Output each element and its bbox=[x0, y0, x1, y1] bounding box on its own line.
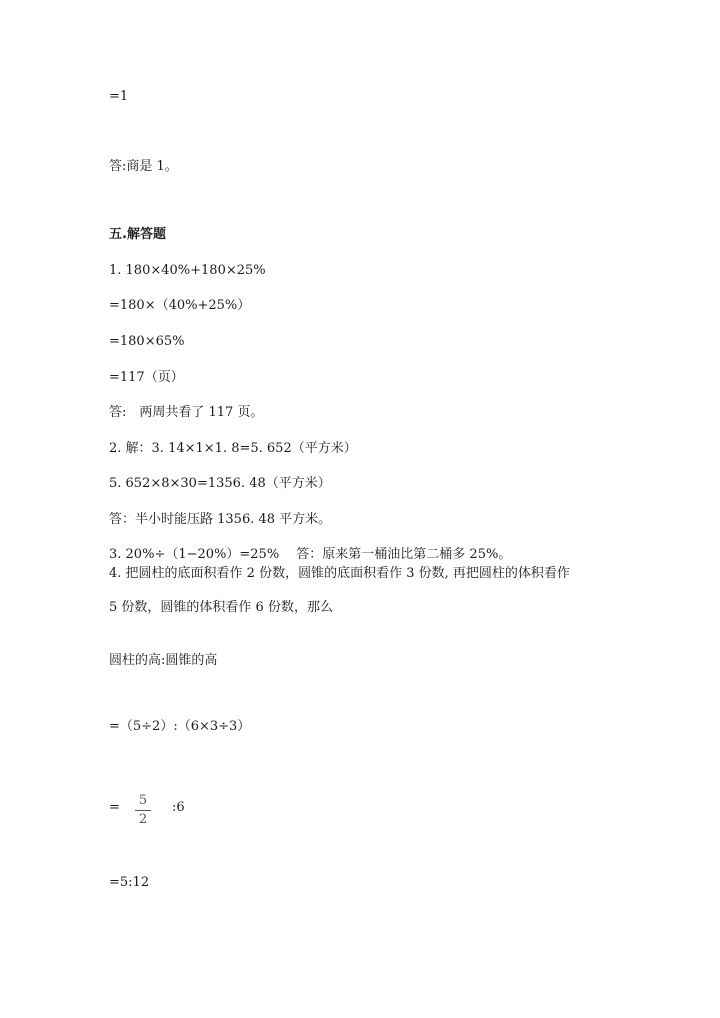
section-heading: 五.解答题 bbox=[109, 227, 166, 242]
q2-answer: 答：半小时能压路 1356. 48 平方米。 bbox=[109, 512, 332, 527]
answer-line: 答:商是 1。 bbox=[109, 159, 178, 174]
equation-line: =1 bbox=[109, 89, 129, 104]
q1-line-1: 1. 180×40%+180×25% bbox=[109, 263, 266, 278]
q1-line-3: =180×65% bbox=[109, 334, 185, 349]
q2-line-2: 5. 652×8×30=1356. 48（平方米） bbox=[109, 476, 331, 491]
q4-line-1: 4. 把圆柱的底面积看作 2 份数，圆锥的底面积看作 3 份数, 再把圆柱的体积看作 bbox=[109, 566, 570, 581]
q1-line-4: =117（页） bbox=[109, 370, 184, 385]
q2-line-1: 2. 解：3. 14×1×1. 8=5. 652（平方米） bbox=[109, 441, 357, 456]
q1-answer: 答: 两周共看了 117 页。 bbox=[109, 405, 264, 420]
q1-line-2: =180×（40%+25%） bbox=[109, 298, 251, 313]
q4-line-2: 5 份数，圆锥的体积看作 6 份数，那么 bbox=[109, 600, 333, 615]
fraction-denominator: 2 bbox=[138, 812, 148, 827]
fraction-bar bbox=[135, 810, 151, 811]
q4-line-4: =（5÷2）:（6×3÷3） bbox=[109, 719, 251, 734]
q3-line: 3. 20%÷（1−20%）=25% 答：原来第一桶油比第二桶多 25%。 bbox=[109, 547, 512, 562]
fraction-numerator: 5 bbox=[138, 793, 148, 808]
q4-line-6: =5:12 bbox=[109, 875, 150, 890]
fraction bbox=[135, 793, 151, 828]
q4-line-5-prefix: = bbox=[109, 800, 120, 815]
q4-line-3: 圆柱的高:圆锥的高 bbox=[109, 653, 218, 668]
q4-line-5-suffix: :6 bbox=[172, 800, 185, 815]
